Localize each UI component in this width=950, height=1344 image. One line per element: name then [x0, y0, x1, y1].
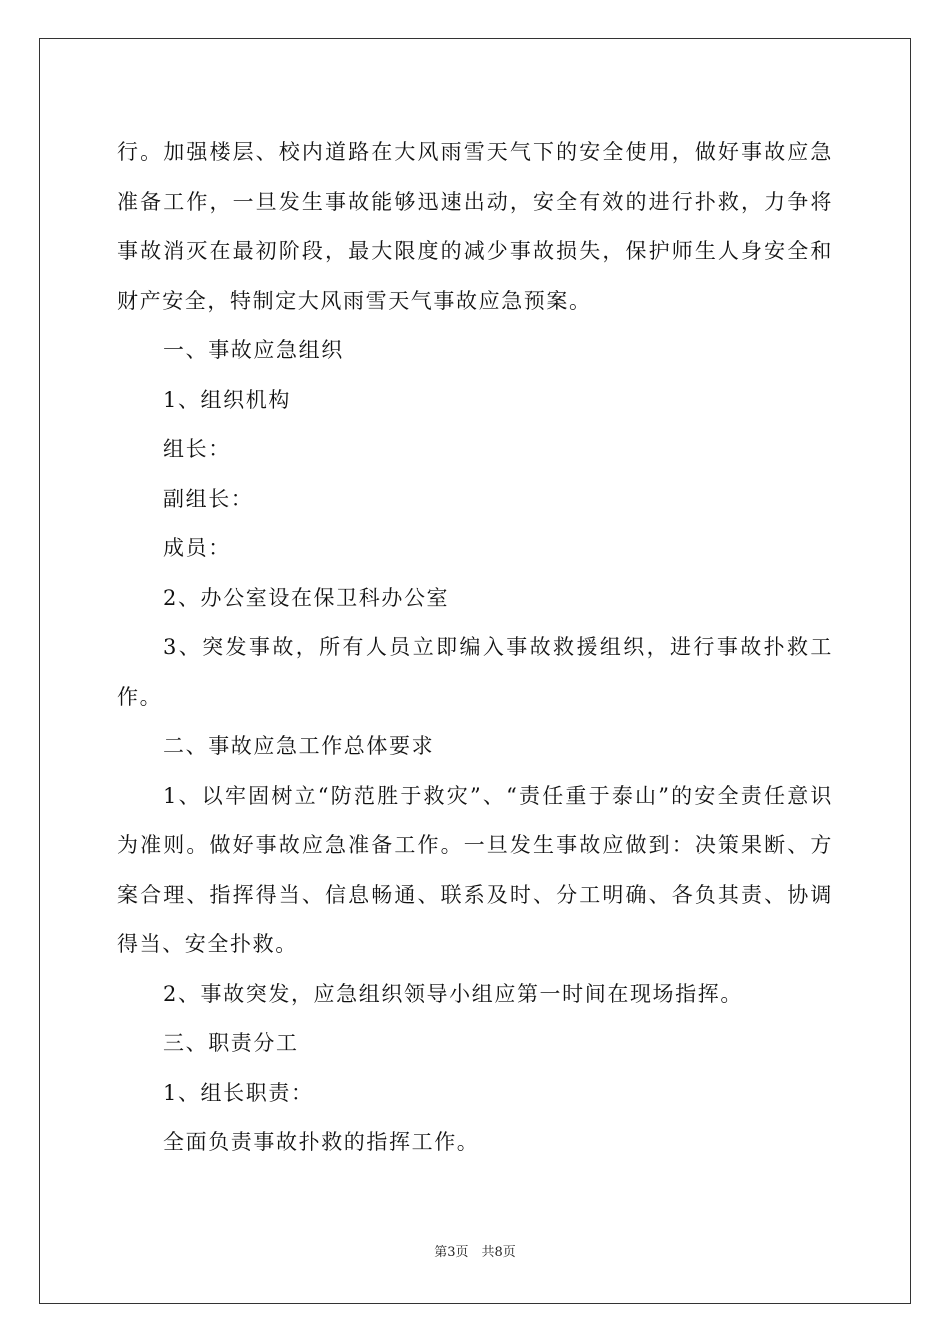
subheading-leader-duties: 1、组长职责： [163, 1080, 314, 1105]
paragraph-office: 2、办公室设在保卫科办公室 [163, 585, 450, 610]
heading-section-2: 二、事故应急工作总体要求 [163, 734, 435, 758]
page-number-footer: 第3页 共8页 [434, 1245, 516, 1260]
document-body [117, 128, 833, 1168]
paragraph-leader-duties: 全面负责事故扑救的指挥工作。 [163, 1130, 480, 1154]
field-deputy-leader: 副组长： [163, 486, 254, 511]
paragraph-command: 2、事故突发，应急组织领导小组应第一时间在现场指挥。 [163, 981, 743, 1006]
field-members: 成员： [163, 536, 231, 560]
paragraph-intro: 行。加强楼层、校内道路在大风雨雪天气下的安全使用，做好事故应急准备工作，一旦发生事故能够迅速出动，安全有效的进行扑救，力争将事故消灭在最初阶段，最大限度的减少事故损失，保护师生人身安全和财产安全，特制定大风雨雪天气事故应急预案。 [117, 140, 833, 313]
field-leader: 组长： [163, 437, 231, 461]
heading-section-1: 一、事故应急组织 [163, 338, 344, 362]
paragraph-principle: 1、以牢固树立“防范胜于救灾”、“责任重于泰山”的安全责任意识为准则。做好事故应急准备工作。一旦发生事故应做到：决策果断、方案合理、指挥得当、信息畅通、联系及时、分工明确、各负其责、协调得当、安全扑救。 [117, 783, 833, 956]
paragraph-emergency: 3、突发事故，所有人员立即编入事故救援组织，进行事故扑救工作。 [117, 635, 833, 709]
subheading-organization: 1、组织机构 [163, 387, 291, 412]
heading-section-3: 三、职责分工 [163, 1031, 299, 1055]
